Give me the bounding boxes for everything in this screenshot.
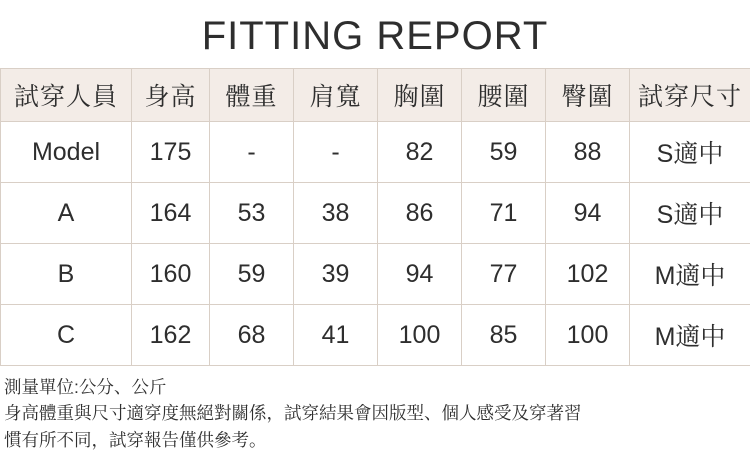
- cell-hip: 102: [546, 244, 630, 305]
- cell-bust: 94: [378, 244, 462, 305]
- cell-size: S適中: [630, 183, 750, 244]
- cell-hip: 88: [546, 122, 630, 183]
- cell-shoulder: 38: [294, 183, 378, 244]
- column-header-hip: 臀圍: [546, 69, 630, 122]
- footnote-line: 慣有所不同，試穿報告僅供參考。: [4, 429, 267, 450]
- cell-height: 162: [132, 305, 210, 366]
- cell-height: 160: [132, 244, 210, 305]
- cell-weight: 59: [210, 244, 294, 305]
- cell-shoulder: -: [294, 122, 378, 183]
- cell-height: 164: [132, 183, 210, 244]
- fitting-table: [0, 68, 750, 366]
- table-row: [1, 122, 750, 183]
- cell-person: C: [1, 305, 132, 366]
- cell-person: A: [1, 183, 132, 244]
- cell-hip: 94: [546, 183, 630, 244]
- cell-size: M適中: [630, 244, 750, 305]
- column-header-bust: 胸圍: [378, 69, 462, 122]
- cell-bust: 82: [378, 122, 462, 183]
- cell-size: M適中: [630, 305, 750, 366]
- cell-waist: 71: [462, 183, 546, 244]
- cell-shoulder: 39: [294, 244, 378, 305]
- table-row: [1, 183, 750, 244]
- footnote-line: 測量單位:公分、公斤: [4, 377, 167, 397]
- cell-person: Model: [1, 122, 132, 183]
- table-body: [1, 122, 750, 366]
- cell-hip: 100: [546, 305, 630, 366]
- cell-height: 175: [132, 122, 210, 183]
- column-header-person: 試穿人員: [1, 69, 132, 122]
- cell-waist: 85: [462, 305, 546, 366]
- cell-waist: 77: [462, 244, 546, 305]
- cell-weight: 68: [210, 305, 294, 366]
- column-header-size: 試穿尺寸: [630, 69, 750, 122]
- cell-shoulder: 41: [294, 305, 378, 366]
- column-header-waist: 腰圍: [462, 69, 546, 122]
- cell-bust: 86: [378, 183, 462, 244]
- footnote-line: 身高體重與尺寸適穿度無絕對關係，試穿結果會因版型、個人感受及穿著習: [4, 403, 582, 424]
- cell-weight: 53: [210, 183, 294, 244]
- cell-weight: -: [210, 122, 294, 183]
- cell-size: S適中: [630, 122, 750, 183]
- page-title: FITTING REPORT: [201, 14, 549, 58]
- cell-bust: 100: [378, 305, 462, 366]
- table-row: [1, 305, 750, 366]
- cell-person: B: [1, 244, 132, 305]
- column-header-weight: 體重: [210, 69, 294, 122]
- column-header-shoulder: 肩寬: [294, 69, 378, 122]
- table-header-row: [1, 69, 750, 122]
- footnotes: [0, 366, 750, 453]
- table-header: [1, 69, 750, 122]
- table-row: [1, 244, 750, 305]
- column-header-height: 身高: [132, 69, 210, 122]
- cell-waist: 59: [462, 122, 546, 183]
